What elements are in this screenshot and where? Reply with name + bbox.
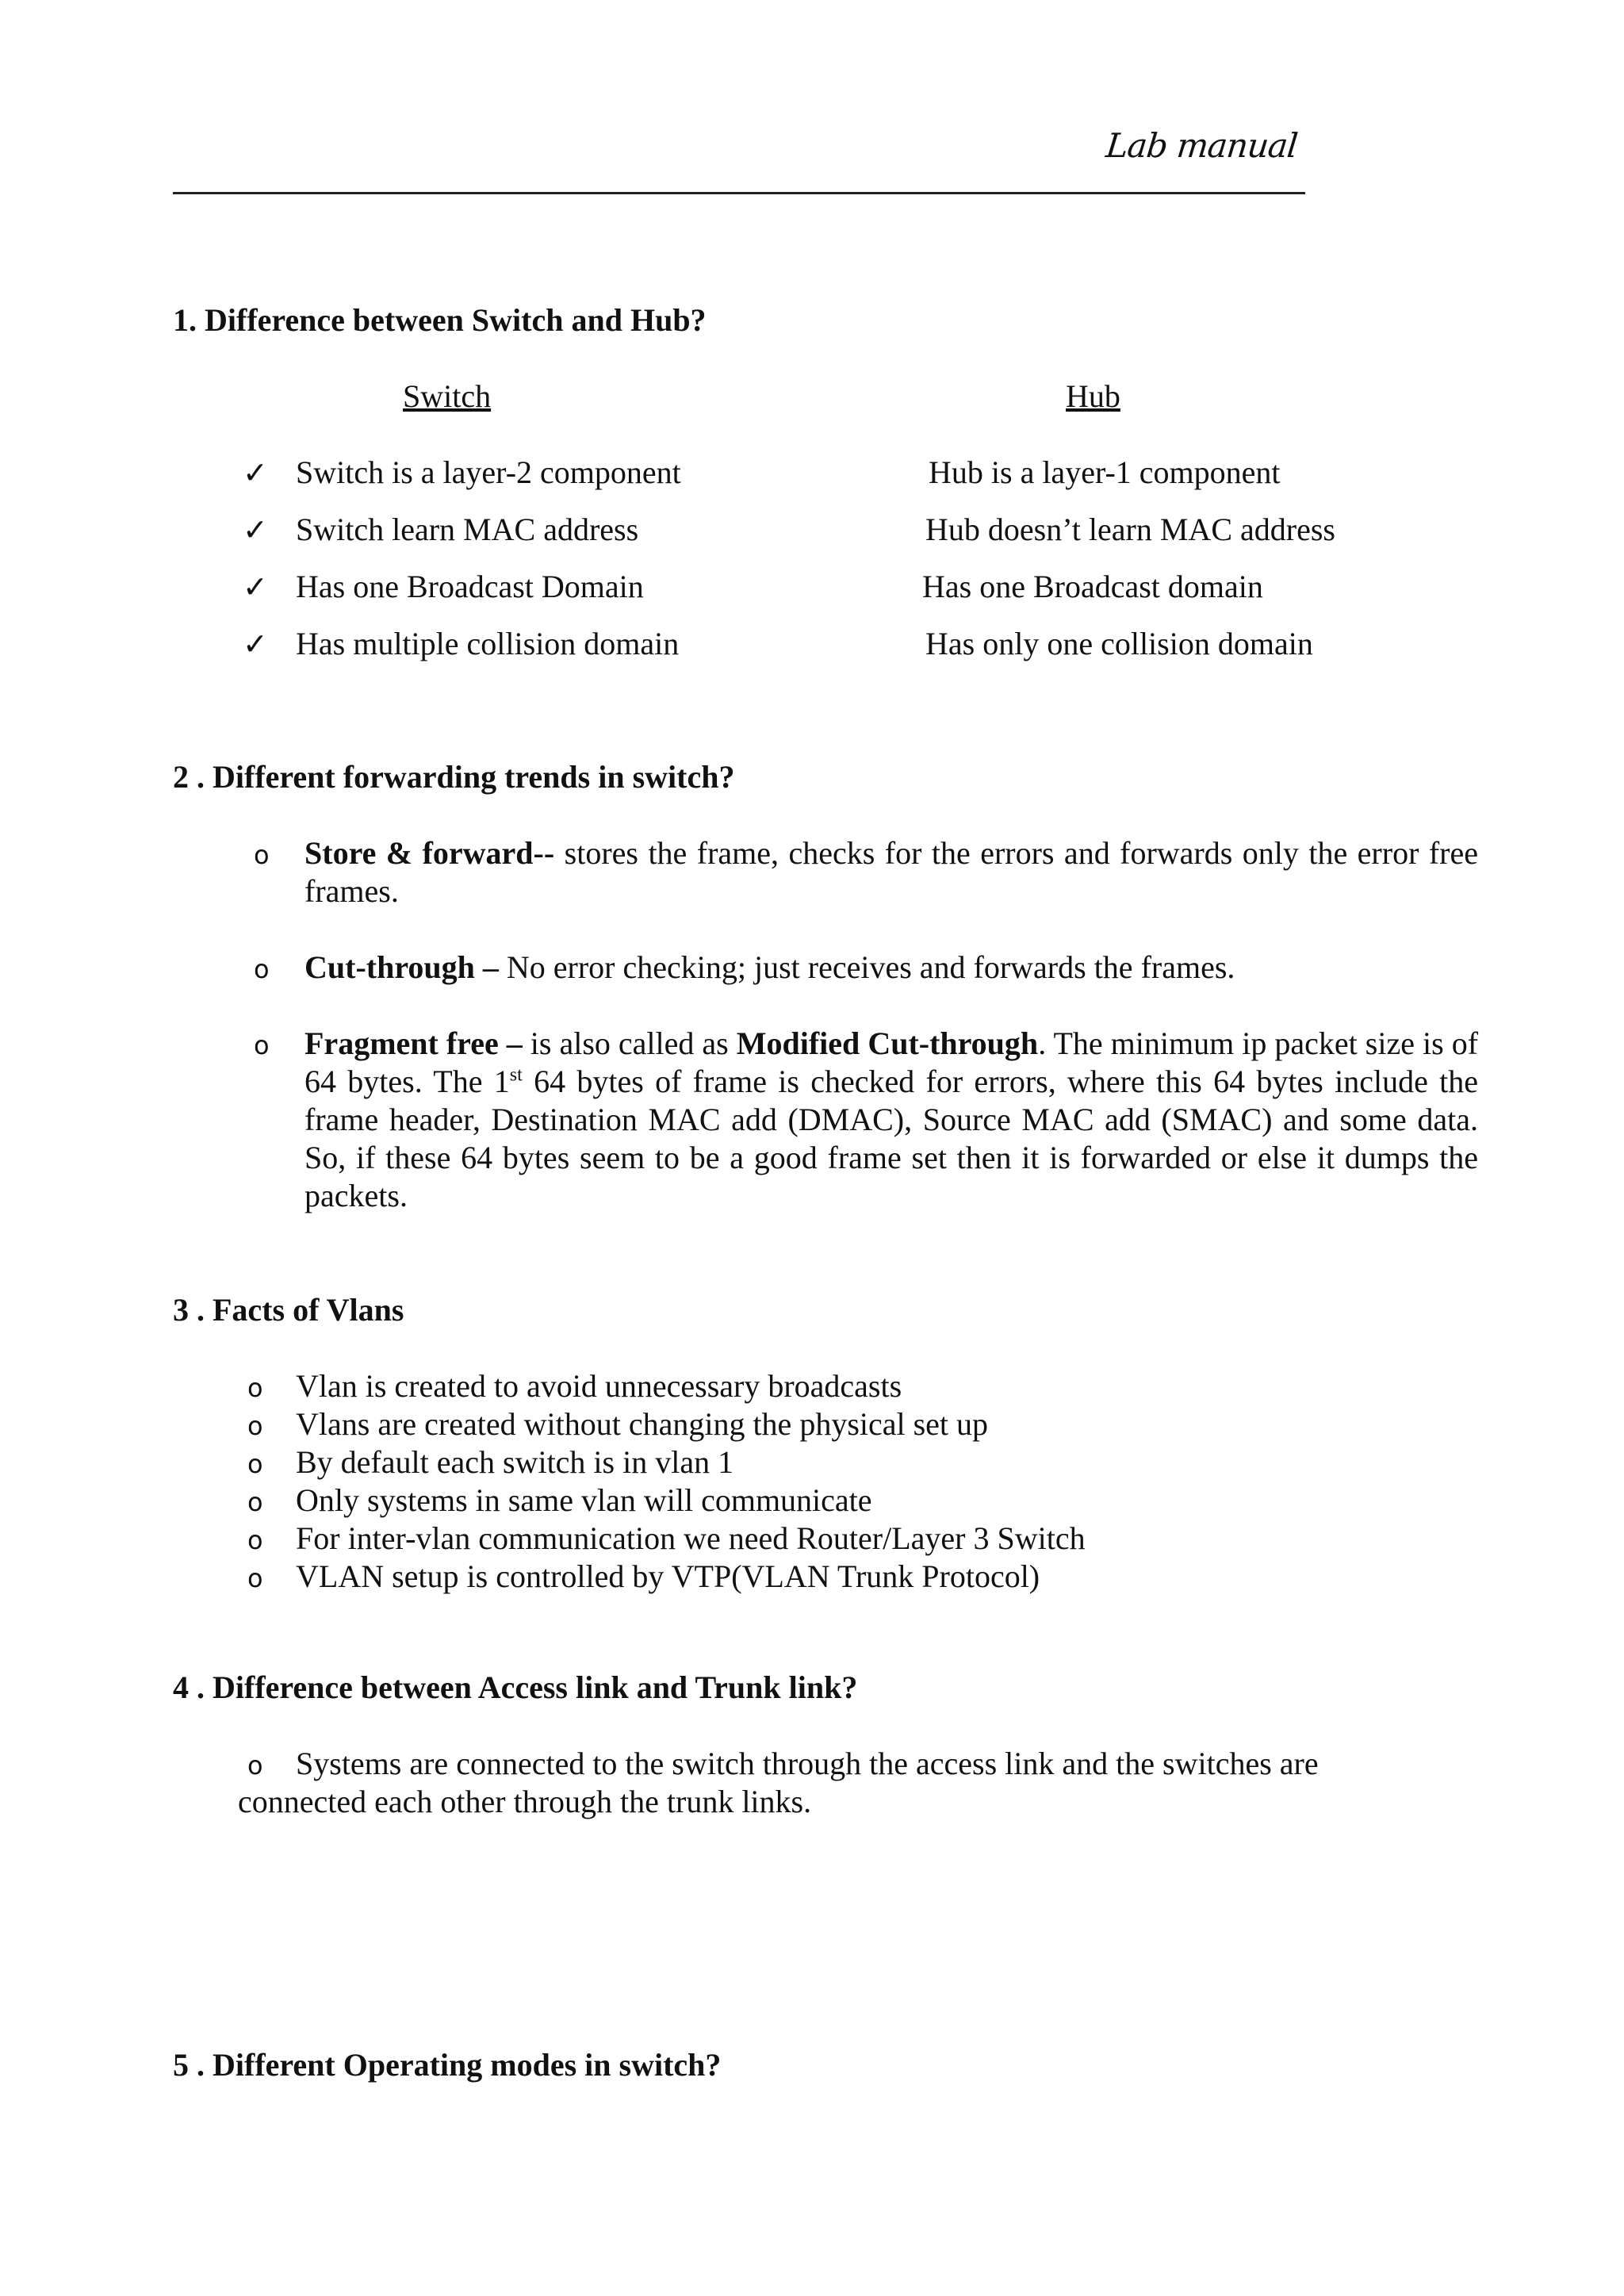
access-trunk-line-2: connected each other through the trunk links. (238, 1784, 812, 1819)
list-item: Only systems in same vlan will communicate (296, 1482, 872, 1518)
checkmark-icon: ✓ (243, 455, 268, 490)
access-trunk-line-1: Systems are connected to the switch through the access link and the switches are (296, 1746, 1319, 1781)
list-item: By default each switch is in vlan 1 (296, 1444, 734, 1480)
header-rule (173, 192, 1305, 194)
switch-column-heading: Switch (403, 378, 492, 414)
description: 64 bytes of frame is checked for errors, where this 64 bytes include the frame header, Destination MAC add (DMAC), Source MAC add (SMAC) and some data. So, if these 64 bytes seem to be a good frame set then it is forwarded or else it dumps the packets. (304, 1064, 1478, 1213)
circle-bullet-icon: o (254, 840, 270, 870)
list-item: Vlans are created without changing the physical set up (296, 1406, 989, 1442)
hub-cell: Hub doesn’t learn MAC address (925, 512, 1335, 547)
circle-bullet-icon: o (247, 1449, 263, 1479)
list-item: For inter-vlan communication we need Router/Layer 3 Switch (296, 1520, 1086, 1556)
hub-cell: Has only one collision domain (925, 626, 1313, 661)
list-item: Vlan is created to avoid unnecessary broadcasts (296, 1368, 902, 1404)
checkmark-icon: ✓ (243, 627, 268, 661)
circle-bullet-icon: o (247, 1411, 263, 1441)
section-4-heading: 4 . Difference between Access link and Trunk link? (173, 1669, 858, 1705)
forwarding-item-fragment-free (304, 1025, 1478, 1215)
switch-cell: Has multiple collision domain (296, 626, 680, 661)
section-5-heading: 5 . Different Operating modes in switch? (173, 2047, 722, 2083)
comparison-row (0, 454, 1624, 492)
comparison-row (0, 568, 1624, 606)
hub-cell: Has one Broadcast domain (922, 569, 1263, 604)
section-1-heading: 1. Difference between Switch and Hub? (173, 302, 707, 338)
circle-bullet-icon: o (247, 1750, 263, 1780)
switch-cell: Switch learn MAC address (296, 512, 639, 547)
term: Store & forward-- (304, 835, 555, 871)
description: stores the frame, checks for the errors and forwards only the error free frames. (304, 835, 1478, 909)
switch-cell: Has one Broadcast Domain (296, 569, 644, 604)
checkmark-icon: ✓ (243, 512, 268, 547)
circle-bullet-icon: o (247, 1373, 263, 1403)
forwarding-item-store-forward (304, 834, 1478, 910)
circle-bullet-icon: o (254, 1030, 270, 1060)
hub-column-heading: Hub (1066, 378, 1120, 414)
list-item: VLAN setup is controlled by VTP(VLAN Trunk Protocol) (296, 1558, 1040, 1594)
circle-bullet-icon: o (247, 1563, 263, 1593)
description: is also called as (522, 1025, 737, 1061)
switch-cell: Switch is a layer-2 component (296, 454, 681, 490)
header-title: Lab manual (1104, 126, 1300, 165)
term: Cut-through – (304, 949, 499, 985)
section-3-heading: 3 . Facts of Vlans (173, 1292, 404, 1328)
circle-bullet-icon: o (247, 1487, 263, 1517)
term: Modified Cut-through (736, 1025, 1039, 1061)
circle-bullet-icon: o (247, 1525, 263, 1555)
term: Fragment free – (304, 1025, 523, 1061)
checkmark-icon: ✓ (243, 569, 268, 604)
description: . The minimum ip packet size is of 64 bytes. The 1 (304, 1025, 1479, 1099)
description: No error checking; just receives and forwards the frames. (498, 949, 1235, 985)
section-2-heading: 2 . Different forwarding trends in switch? (173, 759, 735, 795)
forwarding-item-cut-through (304, 949, 1478, 987)
comparison-row (0, 625, 1624, 663)
circle-bullet-icon: o (254, 954, 270, 984)
hub-cell: Hub is a layer-1 component (929, 454, 1281, 490)
superscript: st (509, 1064, 523, 1086)
comparison-row (0, 511, 1624, 549)
